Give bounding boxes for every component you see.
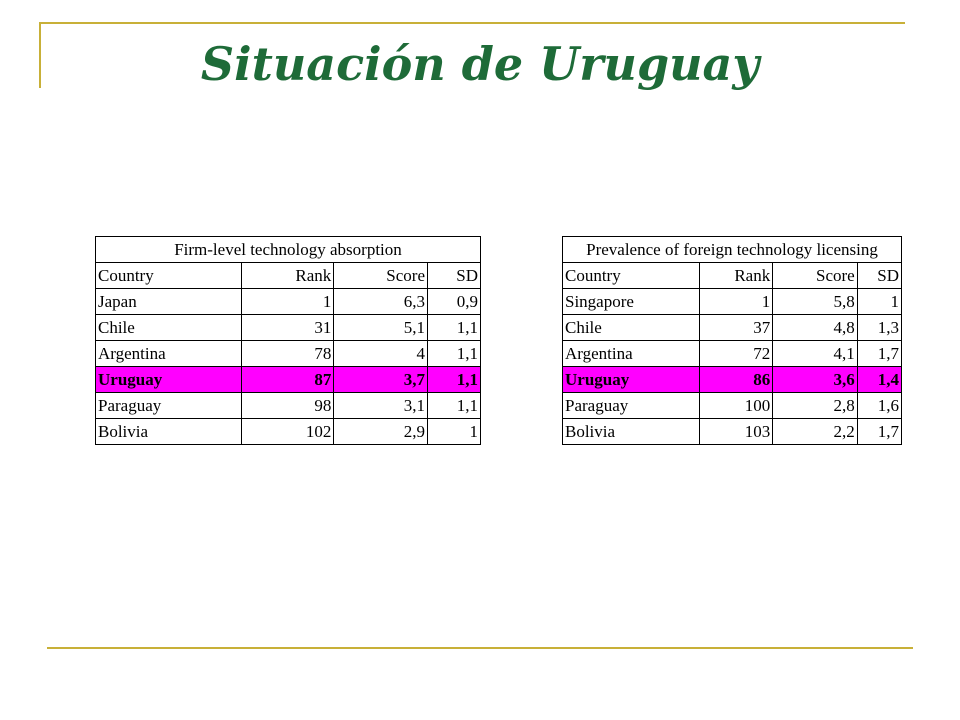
cell-country: Uruguay — [563, 367, 700, 393]
cell-country: Paraguay — [563, 393, 700, 419]
cell-sd: 0,9 — [428, 289, 481, 315]
cell-sd: 1,7 — [857, 419, 901, 445]
table-row — [563, 341, 902, 367]
cell-score: 4,8 — [773, 315, 857, 341]
cell-sd: 1 — [428, 419, 481, 445]
cell-score: 5,8 — [773, 289, 857, 315]
cell-rank: 72 — [699, 341, 772, 367]
cell-country: Bolivia — [563, 419, 700, 445]
table-row — [96, 315, 481, 341]
cell-sd: 1,7 — [857, 341, 901, 367]
table-caption: Prevalence of foreign technology licensing — [563, 237, 902, 263]
cell-sd: 1,1 — [428, 393, 481, 419]
frame-top-line — [39, 22, 905, 24]
table-row — [563, 289, 902, 315]
cell-country: Paraguay — [96, 393, 242, 419]
cell-score: 6,3 — [334, 289, 428, 315]
table-row — [96, 419, 481, 445]
cell-rank: 1 — [699, 289, 772, 315]
cell-sd: 1,4 — [857, 367, 901, 393]
cell-score: 3,1 — [334, 393, 428, 419]
column-header-sd: SD — [857, 263, 901, 289]
column-header-score: Score — [773, 263, 857, 289]
column-header-country: Country — [563, 263, 700, 289]
cell-score: 3,7 — [334, 367, 428, 393]
cell-country: Uruguay — [96, 367, 242, 393]
cell-rank: 86 — [699, 367, 772, 393]
column-header-rank: Rank — [699, 263, 772, 289]
cell-score: 2,8 — [773, 393, 857, 419]
cell-score: 2,9 — [334, 419, 428, 445]
cell-country: Chile — [96, 315, 242, 341]
column-header-rank: Rank — [241, 263, 334, 289]
column-header-score: Score — [334, 263, 428, 289]
cell-rank: 87 — [241, 367, 334, 393]
cell-country: Argentina — [96, 341, 242, 367]
cell-sd: 1 — [857, 289, 901, 315]
slide-title: Situación de Uruguay — [200, 37, 760, 91]
cell-country: Argentina — [563, 341, 700, 367]
cell-rank: 31 — [241, 315, 334, 341]
table-row — [96, 289, 481, 315]
cell-rank: 102 — [241, 419, 334, 445]
table-row-highlighted — [563, 367, 902, 393]
cell-country: Bolivia — [96, 419, 242, 445]
cell-sd: 1,6 — [857, 393, 901, 419]
cell-score: 4 — [334, 341, 428, 367]
table-row — [563, 393, 902, 419]
table-row-highlighted — [96, 367, 481, 393]
cell-rank: 78 — [241, 341, 334, 367]
cell-sd: 1,3 — [857, 315, 901, 341]
table-row — [96, 341, 481, 367]
cell-sd: 1,1 — [428, 367, 481, 393]
cell-rank: 98 — [241, 393, 334, 419]
frame-bottom-line — [47, 647, 913, 649]
cell-rank: 100 — [699, 393, 772, 419]
column-header-sd: SD — [428, 263, 481, 289]
cell-sd: 1,1 — [428, 315, 481, 341]
cell-country: Chile — [563, 315, 700, 341]
cell-country: Singapore — [563, 289, 700, 315]
table-row — [563, 419, 902, 445]
cell-country: Japan — [96, 289, 242, 315]
cell-rank: 103 — [699, 419, 772, 445]
technology-licensing-table — [562, 236, 902, 445]
table-row — [563, 315, 902, 341]
column-header-country: Country — [96, 263, 242, 289]
cell-score: 3,6 — [773, 367, 857, 393]
table-caption: Firm-level technology absorption — [96, 237, 481, 263]
cell-sd: 1,1 — [428, 341, 481, 367]
table-row — [96, 393, 481, 419]
cell-rank: 1 — [241, 289, 334, 315]
cell-score: 2,2 — [773, 419, 857, 445]
cell-score: 4,1 — [773, 341, 857, 367]
cell-score: 5,1 — [334, 315, 428, 341]
cell-rank: 37 — [699, 315, 772, 341]
technology-absorption-table — [95, 236, 481, 445]
